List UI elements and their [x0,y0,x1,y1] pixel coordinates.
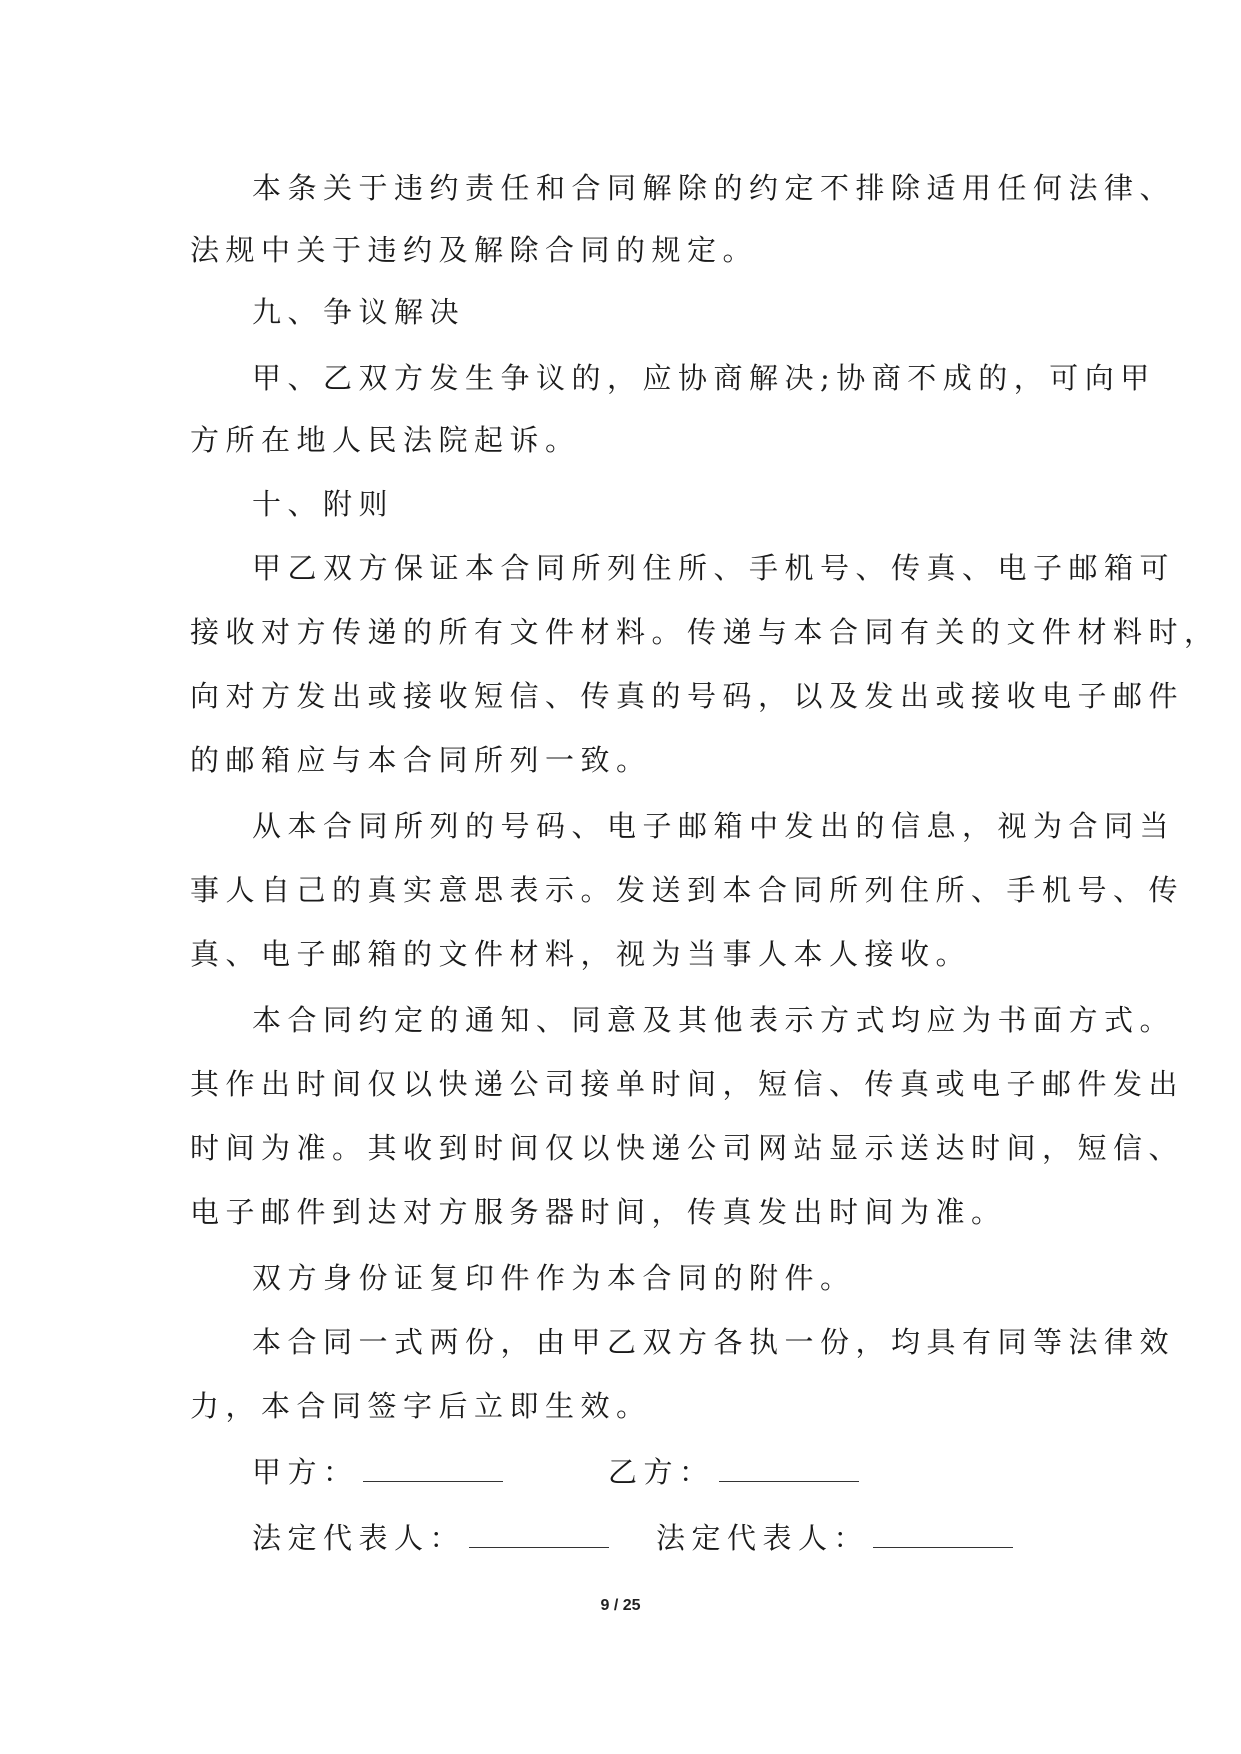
paragraph-line: 本条关于违约责任和合同解除的约定不排除适用任何法律、 [252,171,1176,205]
signature-party-a [252,1452,503,1492]
signature-party-b [608,1452,859,1492]
paragraph-line: 甲乙双方保证本合同所列住所、手机号、传真、电子邮箱可 [252,551,1176,585]
paragraph-line: 甲、乙双方发生争议的，应协商解决;协商不成的，可向甲 [252,361,1156,395]
paragraph-line: 电子邮件到达对方服务器时间，传真发出时间为准。 [190,1195,1007,1229]
page-number: 9 / 25 [600,1597,641,1614]
rep-b-label: 法定代表人： [656,1521,870,1555]
rep-a-blank [469,1519,609,1548]
signature-rep-a [252,1518,609,1558]
paragraph-line: 其作出时间仅以快递公司接单时间，短信、传真或电子邮件发出 [190,1067,1185,1101]
paragraph-line: 从本合同所列的号码、电子邮箱中发出的信息，视为合同当 [252,809,1176,843]
paragraph-line: 双方身份证复印件作为本合同的附件。 [252,1261,856,1295]
paragraph-line: 真、电子邮箱的文件材料，视为当事人本人接收。 [190,937,972,971]
paragraph-line: 本合同约定的通知、同意及其他表示方式均应为书面方式。 [252,1003,1176,1037]
party-b-label: 乙方： [608,1455,715,1489]
paragraph-line: 本合同一式两份，由甲乙双方各执一份，均具有同等法律效 [252,1325,1176,1359]
party-a-blank [363,1453,503,1482]
rep-a-label: 法定代表人： [252,1521,466,1555]
rep-b-blank [873,1519,1013,1548]
paragraph-line: 法规中关于违约及解除合同的规定。 [190,233,759,267]
paragraph-line: 向对方发出或接收短信、传真的号码，以及发出或接收电子邮件 [190,679,1185,713]
section-heading: 九、争议解决 [252,295,466,329]
party-a-label: 甲方： [252,1455,359,1489]
paragraph-line: 事人自己的真实意思表示。发送到本合同所列住所、手机号、传 [190,873,1185,907]
paragraph-line: 时间为准。其收到时间仅以快递公司网站显示送达时间，短信、 [190,1131,1185,1165]
paragraph-line: 的邮箱应与本合同所列一致。 [190,743,652,777]
party-b-blank [719,1453,859,1482]
paragraph-line: 方所在地人民法院起诉。 [190,423,581,457]
section-heading: 十、附则 [252,487,395,521]
signature-rep-b [656,1518,1013,1558]
paragraph-line: 接收对方传递的所有文件材料。传递与本合同有关的文件材料时， [190,615,1220,649]
paragraph-line: 力，本合同签字后立即生效。 [190,1389,652,1423]
